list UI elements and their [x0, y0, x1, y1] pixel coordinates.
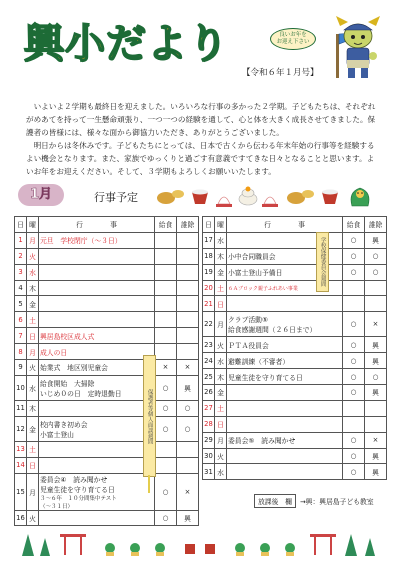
month-badge: 1月 [18, 184, 64, 206]
schedule-row-18 [203, 248, 387, 264]
event-cell [39, 344, 155, 360]
event-cell [227, 448, 343, 464]
col-weekday: 曜 [27, 217, 39, 233]
event-text: ６Ａブロック親子ふれあい事業 [228, 285, 298, 292]
lunch-cell: ○ [155, 400, 177, 416]
weekday-cell: 日 [215, 296, 227, 312]
schedule-banner [14, 182, 392, 210]
col-lunch: 給食 [155, 217, 177, 233]
lunch-cell: ○ [343, 312, 365, 337]
weekday-cell: 木 [27, 400, 39, 416]
event-cell [39, 296, 155, 312]
lunch-cell: ○ [343, 369, 365, 385]
weekday-cell: 月 [27, 344, 39, 360]
lunch-cell: ○ [155, 416, 177, 441]
event-cell [39, 441, 155, 457]
after-school-cell [177, 312, 199, 328]
schedule-row-10 [15, 375, 199, 400]
schedule-row-8 [15, 344, 199, 360]
day-cell: 4 [15, 280, 27, 296]
schedule-row-25 [203, 369, 387, 385]
event-cell [39, 280, 155, 296]
event-subtext: 給食感謝週間（２６日まで） [228, 326, 317, 335]
lunch-cell: ○ [343, 448, 365, 464]
event-cell [227, 464, 343, 480]
new-year-greeting-badge [270, 28, 316, 50]
col-event: 行 事 [39, 217, 155, 233]
schedule-row-6 [15, 312, 199, 328]
samurai-mascot-icon [330, 14, 386, 80]
after-school-cell: × [365, 312, 387, 337]
event-text: 校内書き初め会 [40, 420, 88, 429]
lunch-cell [155, 248, 177, 264]
weekday-cell: 金 [215, 385, 227, 401]
lunch-cell [343, 400, 365, 416]
weekday-cell: 木 [215, 369, 227, 385]
interview-week-arrow [148, 475, 150, 493]
lunch-cell [155, 344, 177, 360]
after-school-cell: ○ [177, 416, 199, 441]
event-cell [227, 337, 343, 353]
after-school-cell: 興 [365, 337, 387, 353]
weekday-cell: 土 [215, 280, 227, 296]
schedule-row-7 [15, 328, 199, 344]
event-text: 小富士登山予備日 [228, 269, 283, 278]
lunch-cell [155, 312, 177, 328]
weekday-cell: 金 [27, 296, 39, 312]
lunch-cell [155, 457, 177, 473]
weekday-cell: 水 [215, 353, 227, 369]
after-school-cell [365, 280, 387, 296]
day-cell: 3 [15, 264, 27, 280]
schedule-row-31 [203, 464, 387, 480]
after-school-cell: 興 [365, 353, 387, 369]
schedule-table-left [14, 216, 199, 526]
col-event: 行 事 [227, 217, 343, 233]
day-cell: 19 [203, 264, 215, 280]
lunch-cell [343, 280, 365, 296]
after-school-cell [177, 344, 199, 360]
new-year-decoration-icons [156, 184, 386, 208]
schedule-row-26 [203, 385, 387, 401]
event-text: 元旦 学校閉庁（～３日） [40, 237, 122, 246]
schedule-row-4 [15, 280, 199, 296]
day-cell: 15 [15, 473, 27, 510]
event-subtext: ３～６年 １０分間集中テスト [40, 495, 117, 502]
badge-line-1: 良いお年を [279, 32, 307, 38]
weekday-cell: 土 [27, 312, 39, 328]
weekday-cell: 金 [215, 264, 227, 280]
schedule-row-3 [15, 264, 199, 280]
weekday-cell: 木 [215, 248, 227, 264]
event-cell [39, 312, 155, 328]
weekday-cell: 月 [27, 473, 39, 510]
event-cell [39, 416, 155, 441]
after-school-cell [177, 441, 199, 457]
day-cell: 8 [15, 344, 27, 360]
weekday-cell: 木 [27, 280, 39, 296]
health-committee-strip: 学校保健委員会週間 [316, 232, 329, 292]
event-text: 委員会⑤ 読み聞かせ [228, 437, 296, 446]
lunch-cell [155, 296, 177, 312]
schedule-row-11 [15, 400, 199, 416]
schedule-row-21 [203, 296, 387, 312]
day-cell: 22 [203, 312, 215, 337]
event-text: 児童生徒を守り育てる日 [228, 373, 303, 382]
event-text: 成人の日 [40, 348, 68, 357]
after-school-cell: 興 [365, 464, 387, 480]
col-after-school: 誰除 [177, 217, 199, 233]
after-school-cell: × [365, 432, 387, 448]
after-school-cell: ○ [177, 400, 199, 416]
day-cell: 25 [203, 369, 215, 385]
schedule-row-22 [203, 312, 387, 337]
col-lunch: 給食 [343, 217, 365, 233]
weekday-cell: 火 [27, 510, 39, 526]
lunch-cell: ○ [343, 248, 365, 264]
schedule-row-9 [15, 360, 199, 376]
day-cell: 14 [15, 457, 27, 473]
schedule-row-17 [203, 232, 387, 248]
after-school-cell [365, 400, 387, 416]
event-text: 興居島校区成人式 [40, 332, 95, 341]
weekday-cell: 火 [215, 448, 227, 464]
event-text: 小中合同職員会 [228, 253, 276, 262]
after-school-cell: × [177, 360, 199, 376]
after-school-cell [177, 232, 199, 248]
event-text: 始業式 地区別児童会 [40, 364, 108, 373]
event-text: クラブ活動⑤ [228, 316, 269, 325]
day-cell: 12 [15, 416, 27, 441]
lunch-cell [343, 416, 365, 432]
day-cell: 26 [203, 385, 215, 401]
event-text: ＰＴＡ役員会 [228, 341, 269, 350]
day-cell: 30 [203, 448, 215, 464]
schedule-row-15 [15, 473, 199, 510]
day-cell: 10 [15, 375, 27, 400]
event-cell [39, 473, 155, 510]
weekday-cell: 火 [27, 248, 39, 264]
schedule-row-13 [15, 441, 199, 457]
schedule-row-1 [15, 232, 199, 248]
day-cell: 23 [203, 337, 215, 353]
day-cell: 18 [203, 248, 215, 264]
schedule-row-29 [203, 432, 387, 448]
lunch-cell: ○ [343, 464, 365, 480]
col-weekday: 曜 [215, 217, 227, 233]
schedule-row-23 [203, 337, 387, 353]
lunch-cell [155, 232, 177, 248]
event-cell [227, 312, 343, 337]
event-cell [39, 264, 155, 280]
lunch-cell [343, 296, 365, 312]
after-school-cell: 興 [365, 385, 387, 401]
after-school-cell [177, 296, 199, 312]
schedule-row-2 [15, 248, 199, 264]
schedule-row-14 [15, 457, 199, 473]
col-after-school: 誰除 [365, 217, 387, 233]
table-header-row [15, 217, 199, 233]
after-school-cell [177, 280, 199, 296]
schedule-row-28 [203, 416, 387, 432]
weekday-cell: 月 [27, 232, 39, 248]
event-text: 委員会④ 読み聞かせ [40, 475, 108, 484]
weekday-cell: 水 [215, 232, 227, 248]
col-day: 日 [203, 217, 215, 233]
weekday-cell: 水 [215, 464, 227, 480]
lunch-cell: ○ [155, 375, 177, 400]
event-cell [227, 385, 343, 401]
after-school-cell: 興 [365, 448, 387, 464]
interview-week-strip: 保護者等個人面談週間 [143, 355, 156, 477]
after-school-cell: 興 [365, 232, 387, 248]
lunch-cell: ○ [343, 232, 365, 248]
badge-line-2: お迎え下さい [276, 39, 310, 45]
after-school-cell: ○ [365, 369, 387, 385]
schedule-row-12 [15, 416, 199, 441]
after-school-cell: ○ [365, 248, 387, 264]
event-cell [227, 400, 343, 416]
day-cell: 1 [15, 232, 27, 248]
weekday-cell: 火 [27, 360, 39, 376]
event-text: 給食開始 大掃除 [40, 379, 95, 388]
lunch-cell [155, 328, 177, 344]
weekday-cell: 日 [27, 328, 39, 344]
banner-label: 行事予定 [94, 191, 138, 204]
event-subtext: 小富士登山 [40, 430, 74, 439]
after-school-cell [177, 248, 199, 264]
event-subtext: （～３１日） [40, 503, 74, 510]
day-cell: 27 [203, 400, 215, 416]
day-cell: 5 [15, 296, 27, 312]
legend-key: 放課後 欄 [254, 494, 296, 508]
weekday-cell: 日 [27, 457, 39, 473]
schedule-row-30 [203, 448, 387, 464]
event-subtext: いじめ０の日 定時退勤日 [40, 389, 122, 398]
day-cell: 31 [203, 464, 215, 480]
schedule-row-20 [203, 280, 387, 296]
table-header-row [203, 217, 387, 233]
day-cell: 2 [15, 248, 27, 264]
footer-decoration-icons [0, 520, 400, 560]
lunch-cell: ○ [155, 510, 177, 526]
lunch-cell: ○ [343, 337, 365, 353]
event-cell [39, 375, 155, 400]
lunch-cell: ○ [155, 473, 177, 510]
weekday-cell: 土 [215, 400, 227, 416]
after-school-cell [365, 416, 387, 432]
day-cell: 28 [203, 416, 215, 432]
weekday-cell: 水 [27, 375, 39, 400]
event-cell [39, 360, 155, 376]
intro-paragraph-2: 明日からは冬休みです。子どもたちにとっては、日本で古くから伝わる年末年始の行事等を経験するよい機会となります。また、家族でゆっくりと過ごす有意義ですてきな日々となることと思います。よいお年をお迎えください。そして、３学期もよろしくお願いいたします。 [26, 141, 375, 176]
schedule-row-27 [203, 400, 387, 416]
schedule-row-5 [15, 296, 199, 312]
lunch-cell: ○ [343, 432, 365, 448]
intro-text [26, 100, 376, 178]
after-school-cell [177, 457, 199, 473]
weekday-cell: 月 [215, 432, 227, 448]
event-cell [39, 400, 155, 416]
schedule-table-right [202, 216, 387, 480]
lunch-cell [155, 280, 177, 296]
lunch-cell: ○ [343, 385, 365, 401]
event-cell [227, 369, 343, 385]
after-school-cell: × [177, 473, 199, 510]
after-school-cell: 興 [177, 510, 199, 526]
event-text: 避難訓練（不審者） [228, 357, 290, 366]
after-school-cell [365, 296, 387, 312]
day-cell: 9 [15, 360, 27, 376]
day-cell: 16 [15, 510, 27, 526]
event-cell [39, 248, 155, 264]
day-cell: 20 [203, 280, 215, 296]
schedule-row-24 [203, 353, 387, 369]
legend-text: →興：興居島子ども教室 [299, 498, 374, 506]
day-cell: 24 [203, 353, 215, 369]
schedule-row-19 [203, 264, 387, 280]
weekday-cell: 水 [27, 264, 39, 280]
intro-paragraph-1: いよいよ２学期も最終日を迎えました。いろいろな行事の多かった２学期。子どもたちは、それぞれがめあてを持って一生懸命頑張り、一つ一つの経験を通して、心と体を大きく成長させてきました。保護者の皆様には、様々な面から御協力いただき、ありがとうございました。 [26, 102, 376, 137]
lunch-cell: ○ [343, 264, 365, 280]
legend [254, 494, 374, 508]
lunch-cell [155, 441, 177, 457]
col-day: 日 [15, 217, 27, 233]
issue-date: 【令和６年１月号】 [242, 68, 319, 78]
weekday-cell: 土 [27, 441, 39, 457]
newsletter-title: 興小だより [24, 21, 229, 67]
day-cell: 13 [15, 441, 27, 457]
weekday-cell: 日 [215, 416, 227, 432]
event-cell [39, 457, 155, 473]
after-school-cell [177, 264, 199, 280]
after-school-cell [177, 328, 199, 344]
event-cell [39, 232, 155, 248]
day-cell: 21 [203, 296, 215, 312]
weekday-cell: 金 [27, 416, 39, 441]
event-cell [227, 296, 343, 312]
day-cell: 29 [203, 432, 215, 448]
lunch-cell [155, 264, 177, 280]
event-cell [227, 432, 343, 448]
lunch-cell: × [155, 360, 177, 376]
lunch-cell: ○ [343, 353, 365, 369]
after-school-cell: ○ [365, 264, 387, 280]
after-school-cell: 興 [177, 375, 199, 400]
weekday-cell: 火 [215, 337, 227, 353]
day-cell: 11 [15, 400, 27, 416]
day-cell: 7 [15, 328, 27, 344]
day-cell: 6 [15, 312, 27, 328]
event-cell [227, 353, 343, 369]
event-cell [39, 328, 155, 344]
day-cell: 17 [203, 232, 215, 248]
event-cell [227, 416, 343, 432]
weekday-cell: 月 [215, 312, 227, 337]
event-subtext: 児童生徒を守り育てる日 [40, 485, 115, 494]
